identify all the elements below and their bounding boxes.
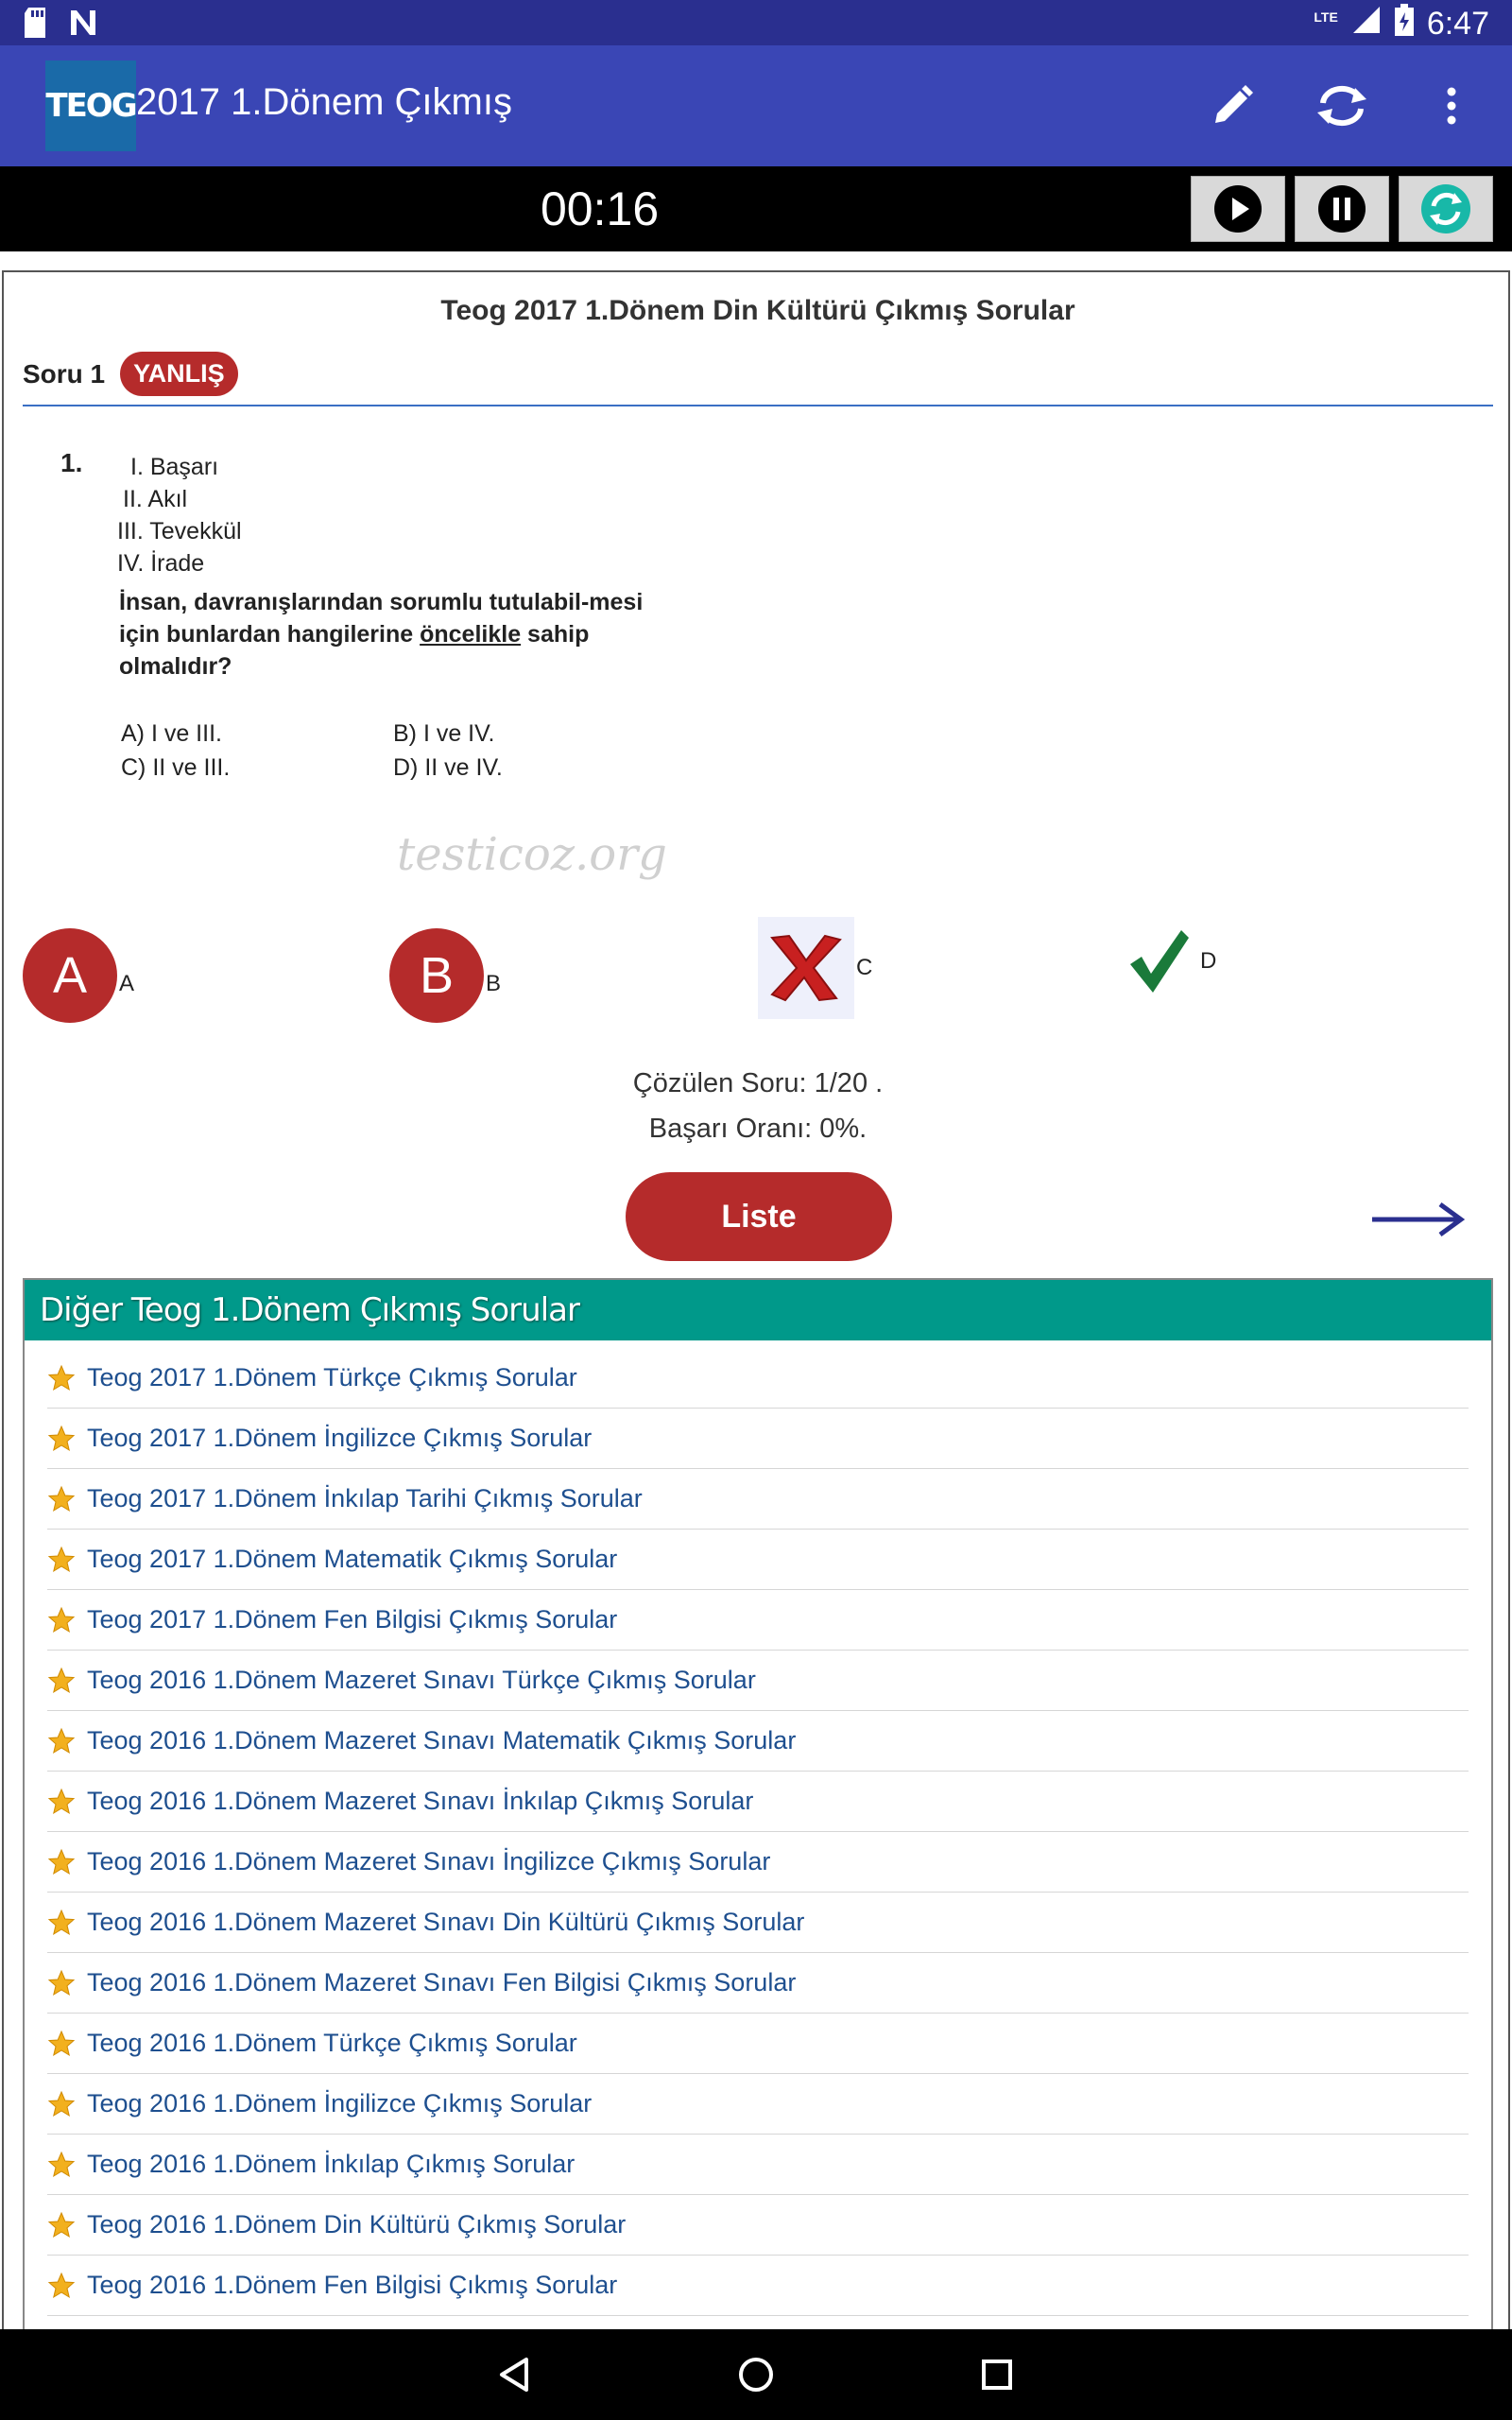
star-icon (47, 1546, 76, 1574)
play-icon (1213, 184, 1263, 233)
answer-b-label: B (486, 971, 502, 996)
reset-icon (1420, 183, 1471, 234)
other-exam-link[interactable]: Teog 2017 1.Dönem İnkılap Tarihi Çıkmış Sorular (87, 1484, 643, 1512)
star-icon (47, 1425, 76, 1453)
answer-a-label: A (119, 971, 135, 996)
result-badge: YANLIŞ (120, 352, 238, 396)
question-header (23, 352, 238, 396)
other-exam-link[interactable]: Teog 2016 1.Dönem Din Kültürü Çıkmış Sorular (87, 2210, 627, 2238)
answer-a-circle: A (23, 928, 117, 1023)
pause-button[interactable] (1295, 176, 1389, 242)
next-question-button[interactable] (1370, 1197, 1465, 1242)
list-item (47, 1893, 1469, 1953)
status-bar (0, 0, 1512, 45)
edit-button[interactable] (1198, 72, 1266, 140)
answer-b-circle: B (389, 928, 484, 1023)
list-item (47, 1469, 1469, 1530)
question-label: Soru 1 (23, 358, 106, 389)
clock: 6:47 (1426, 6, 1489, 42)
question-item: II. Akıl (123, 486, 188, 512)
answer-d-button[interactable] (1128, 928, 1216, 994)
pause-icon (1317, 184, 1366, 233)
home-icon (737, 2356, 775, 2394)
stem-after: sahip olmalıdır? (119, 621, 590, 680)
edit-icon (1211, 85, 1253, 127)
other-exam-link[interactable]: Teog 2016 1.Dönem Türkçe Çıkmış Sorular (87, 2029, 577, 2057)
sd-card-icon (23, 8, 47, 43)
other-exam-link[interactable]: Teog 2016 1.Dönem Mazeret Sınavı Din Kültürü Çıkmış Sorular (87, 1908, 805, 1936)
signal-icon (1351, 5, 1382, 43)
divider (23, 405, 1493, 406)
question-option: C) II ve III. (121, 754, 231, 781)
question-option: D) II ve IV. (393, 754, 503, 781)
other-exam-link[interactable]: Teog 2016 1.Dönem Mazeret Sınavı İngilizce Çıkmış Sorular (87, 1847, 771, 1876)
more-vert-icon (1445, 87, 1458, 125)
back-button[interactable] (487, 2346, 543, 2403)
nav-bar (0, 2329, 1512, 2420)
answer-c-button[interactable] (758, 917, 872, 1019)
recents-icon (980, 2358, 1014, 2392)
list-item (47, 1832, 1469, 1893)
check-icon (1128, 928, 1189, 994)
lte-label: LTE (1314, 9, 1338, 25)
content-frame (2, 270, 1510, 2331)
answer-a-button[interactable] (23, 928, 134, 1023)
home-button[interactable] (728, 2346, 784, 2403)
list-item (47, 1772, 1469, 1832)
list-item (47, 1530, 1469, 1590)
list-button[interactable]: Liste (626, 1172, 892, 1261)
reset-button[interactable] (1399, 176, 1493, 242)
timer-bar (0, 166, 1512, 251)
question-item: IV. İrade (117, 550, 205, 577)
star-icon (47, 1788, 76, 1816)
other-exam-link[interactable]: Teog 2016 1.Dönem İnkılap Çıkmış Sorular (87, 2150, 576, 2178)
list-item (47, 1348, 1469, 1409)
success-rate: Başarı Oranı: 0%. (648, 1114, 868, 1144)
other-exam-link[interactable]: Teog 2016 1.Dönem Fen Bilgisi Çıkmış Sorular (87, 2271, 618, 2299)
star-icon (47, 2151, 76, 2179)
star-icon (47, 1364, 76, 1392)
answer-c-label: C (856, 955, 873, 980)
star-icon (47, 1667, 76, 1695)
question-option: B) I ve IV. (393, 720, 495, 747)
star-icon (47, 2272, 76, 2300)
star-icon (47, 1606, 76, 1634)
n-icon (68, 8, 98, 43)
other-exam-link[interactable]: Teog 2017 1.Dönem Türkçe Çıkmış Sorular (87, 1363, 577, 1392)
other-exam-link[interactable]: Teog 2016 1.Dönem Mazeret Sınavı Fen Bilgisi Çıkmış Sorular (87, 1968, 797, 1996)
star-icon (47, 1485, 76, 1513)
back-icon (496, 2356, 534, 2394)
app-logo (45, 60, 136, 151)
other-exams-panel (23, 1278, 1493, 2331)
list-item (47, 2074, 1469, 2135)
solved-count: Çözülen Soru: 1/20 . (632, 1068, 884, 1098)
stem-before: İnsan, davranışlarından sorumlu tutulabil-mesi için bunlardan hangilerine (119, 589, 644, 648)
sync-icon (1314, 82, 1370, 130)
list-item (47, 1409, 1469, 1469)
list-item (47, 1651, 1469, 1711)
other-exam-link[interactable]: Teog 2017 1.Dönem Fen Bilgisi Çıkmış Sorular (87, 1605, 618, 1634)
answer-d-label: D (1200, 948, 1217, 974)
star-icon (47, 1848, 76, 1876)
list-item (47, 2256, 1469, 2316)
play-button[interactable] (1191, 176, 1285, 242)
other-exam-link[interactable]: Teog 2016 1.Dönem Mazeret Sınavı Matematik Çıkmış Sorular (87, 1726, 797, 1754)
star-icon (47, 2090, 76, 2118)
question-stem (119, 586, 648, 683)
list-item (47, 2135, 1469, 2195)
app-title: 2017 1.Dönem Çıkmış (136, 81, 512, 123)
star-icon (47, 1909, 76, 1937)
list-item (47, 1590, 1469, 1651)
other-exam-link[interactable]: Teog 2016 1.Dönem Mazeret Sınavı Türkçe Çıkmış Sorular (87, 1666, 756, 1694)
question-item: I. Başarı (130, 454, 219, 480)
app-logo-text: TEOG (45, 87, 136, 125)
wrong-x-icon (758, 917, 854, 1019)
arrow-right-icon (1370, 1197, 1465, 1242)
timer-display: 00:16 (541, 182, 660, 235)
answer-row (4, 928, 1510, 1032)
other-exam-link[interactable]: Teog 2017 1.Dönem İngilizce Çıkmış Sorular (87, 1424, 593, 1452)
list-item (47, 2195, 1469, 2256)
star-icon (47, 1969, 76, 1997)
recents-button[interactable] (969, 2346, 1025, 2403)
question-option: A) I ve III. (121, 720, 222, 747)
watermark: testicoz.org (397, 828, 667, 881)
sync-button[interactable] (1308, 72, 1376, 140)
list-item (47, 1953, 1469, 2014)
answer-b-button[interactable] (389, 928, 501, 1023)
list-item (47, 1711, 1469, 1772)
star-icon (47, 2211, 76, 2239)
question-item: III. Tevekkül (117, 518, 242, 544)
battery-icon (1395, 4, 1414, 44)
other-exam-link[interactable]: Teog 2017 1.Dönem Matematik Çıkmış Sorular (87, 1545, 618, 1573)
other-exams-header: Diğer Teog 1.Dönem Çıkmış Sorular (25, 1280, 1491, 1340)
stem-underlined: öncelikle (420, 621, 522, 648)
star-icon (47, 2030, 76, 2058)
other-exam-link[interactable]: Teog 2016 1.Dönem İngilizce Çıkmış Sorular (87, 2089, 593, 2118)
question-number: 1. (60, 448, 83, 477)
quiz-title: Teog 2017 1.Dönem Din Kültürü Çıkmış Sorular (440, 295, 1075, 326)
star-icon (47, 1727, 76, 1755)
more-options-button[interactable] (1418, 72, 1486, 140)
app-bar (0, 45, 1512, 166)
other-exam-link[interactable]: Teog 2016 1.Dönem Mazeret Sınavı İnkılap Çıkmış Sorular (87, 1787, 754, 1815)
other-exams-list (25, 1340, 1491, 2316)
list-item (47, 2014, 1469, 2074)
